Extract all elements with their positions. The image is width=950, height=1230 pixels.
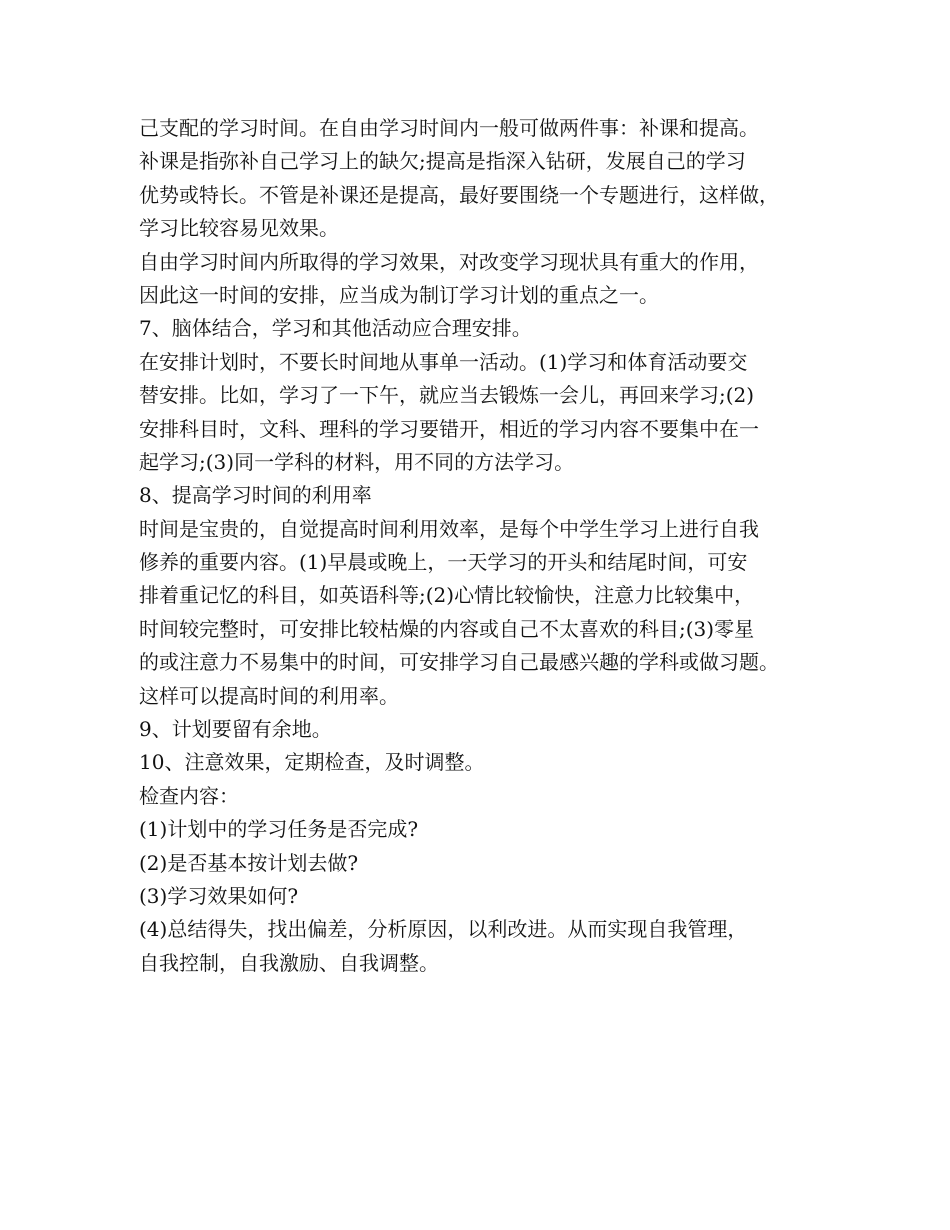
check-content-heading: 检查内容： (139, 783, 239, 808)
text-line: 这样可以提高时间的利用率。 (139, 683, 399, 708)
text-line: 自由学习时间内所取得的学习效果，对改变学习现状具有重大的作用， (139, 249, 759, 274)
section-heading-7: 7、脑体结合，学习和其他活动应合理安排。 (139, 316, 532, 341)
text-line: 安排科目时，文科、理科的学习要错开，相近的学习内容不要集中在一 (139, 416, 759, 441)
text-line: 时间较完整时，可安排比较枯燥的内容或自己不太喜欢的科目;(3)零星 (139, 616, 755, 641)
check-item-2: (2)是否基本按计划去做? (139, 850, 359, 875)
text-line: 在安排计划时，不要长时间地从事单一活动。(1)学习和体育活动要交 (139, 349, 748, 374)
document-body (139, 112, 839, 980)
text-line: 的或注意力不易集中的时间，可安排学习自己最感兴趣的学科或做习题。 (139, 650, 779, 675)
section-heading-8: 8、提高学习时间的利用率 (139, 483, 372, 508)
section-heading-9: 9、计划要留有余地。 (139, 717, 332, 742)
text-line: 排着重记忆的科目，如英语科等;(2)心情比较愉快，注意力比较集中， (139, 583, 755, 608)
text-line: 因此这一时间的安排，应当成为制订学习计划的重点之一。 (139, 282, 659, 307)
text-line: 自我控制，自我激励、自我调整。 (139, 950, 439, 975)
text-line: 优势或特长。不管是补课还是提高，最好要围绕一个专题进行，这样做， (139, 182, 779, 207)
check-item-3: (3)学习效果如何? (139, 883, 299, 908)
check-item-4: (4)总结得失，找出偏差，分析原因，以利改进。从而实现自我管理， (139, 917, 748, 942)
text-line: 替安排。比如，学习了一下午，就应当去锻炼一会儿，再回来学习;(2) (139, 383, 755, 408)
text-line: 补课是指弥补自己学习上的缺欠;提高是指深入钻研，发展自己的学习 (139, 149, 746, 174)
check-item-1: (1)计划中的学习任务是否完成? (139, 817, 419, 842)
text-line: 己支配的学习时间。在自由学习时间内一般可做两件事：补课和提高。 (139, 116, 759, 140)
text-line: 学习比较容易见效果。 (139, 216, 339, 241)
text-line: 修养的重要内容。(1)早晨或晚上，一天学习的开头和结尾时间，可安 (139, 550, 748, 575)
text-line: 时间是宝贵的，自觉提高时间利用效率，是每个中学生学习上进行自我 (139, 516, 759, 541)
section-heading-10: 10、注意效果，定期检查，及时调整。 (139, 750, 485, 775)
text-line: 起学习;(3)同一学科的材料，用不同的方法学习。 (139, 449, 575, 474)
